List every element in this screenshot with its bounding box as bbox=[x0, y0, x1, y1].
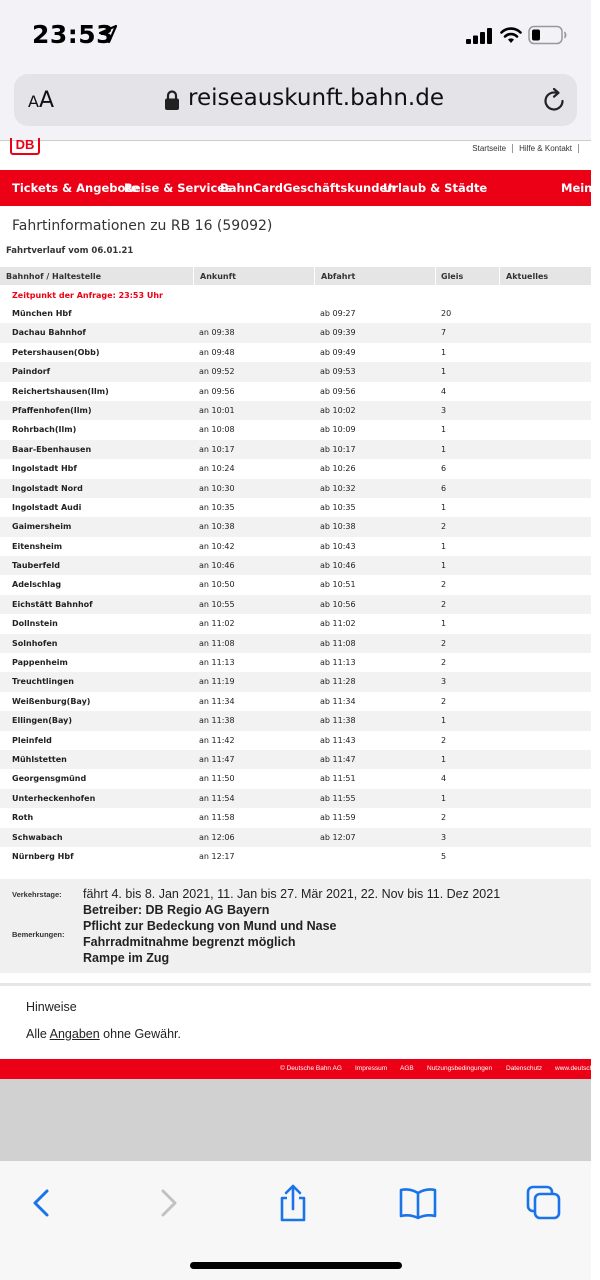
remark-operator: Betreiber: DB Regio AG Bayern bbox=[83, 903, 270, 917]
status-time: 23:53 bbox=[32, 20, 115, 49]
hinweise-text-before: Alle bbox=[26, 1027, 50, 1041]
departure-time: ab 11:43 bbox=[320, 735, 356, 745]
arrival-time: an 09:56 bbox=[199, 386, 235, 396]
table-row bbox=[0, 401, 591, 420]
station-name[interactable]: Weißenburg(Bay) bbox=[12, 696, 91, 706]
station-name[interactable]: Schwabach bbox=[12, 832, 63, 842]
station-name[interactable]: München Hbf bbox=[12, 309, 72, 318]
table-row bbox=[0, 731, 591, 750]
table-row bbox=[0, 420, 591, 439]
track-number: 4 bbox=[441, 386, 447, 396]
column-header-station: Bahnhof / Haltestelle bbox=[6, 272, 102, 281]
arrival-time: an 12:06 bbox=[199, 832, 235, 842]
location-arrow-icon bbox=[98, 24, 118, 44]
departure-time: ab 11:34 bbox=[320, 696, 356, 706]
departure-time: ab 11:59 bbox=[320, 813, 356, 823]
departure-time: ab 11:02 bbox=[320, 619, 356, 629]
table-row bbox=[0, 847, 591, 866]
arrival-time: an 11:42 bbox=[199, 735, 235, 745]
cellular-signal-icon bbox=[466, 28, 494, 44]
url-field[interactable] bbox=[14, 74, 577, 126]
arrival-time: an 10:35 bbox=[199, 502, 235, 512]
departure-time: ab 11:28 bbox=[320, 677, 356, 687]
station-name[interactable]: Mühlstetten bbox=[12, 754, 67, 764]
column-header-arrival: Ankunft bbox=[200, 272, 236, 281]
table-row bbox=[0, 769, 591, 788]
arrival-time: an 12:17 bbox=[199, 851, 235, 861]
departure-time: ab 10:46 bbox=[320, 561, 356, 571]
table-row bbox=[0, 382, 591, 401]
station-name[interactable]: Roth bbox=[12, 813, 34, 823]
column-divider bbox=[435, 267, 436, 285]
station-name[interactable]: Unterheckenhofen bbox=[12, 793, 96, 803]
table-row bbox=[0, 362, 591, 381]
departure-time: ab 10:35 bbox=[320, 502, 356, 512]
arrival-time: an 11:47 bbox=[199, 754, 235, 764]
arrival-time: an 11:34 bbox=[199, 696, 235, 706]
arrival-time: an 09:38 bbox=[199, 328, 235, 338]
arrival-time: an 10:24 bbox=[199, 464, 235, 474]
table-row bbox=[0, 575, 591, 594]
footer-copyright: © Deutsche Bahn AG bbox=[280, 1065, 342, 1072]
station-name[interactable]: Dachau Bahnhof bbox=[12, 328, 86, 338]
table-header bbox=[0, 267, 591, 285]
station-name[interactable]: Dollnstein bbox=[12, 619, 58, 629]
table-row bbox=[0, 808, 591, 827]
table-row bbox=[0, 323, 591, 342]
track-number: 2 bbox=[441, 638, 447, 648]
hinweise-divider bbox=[0, 983, 591, 986]
arrival-time: an 10:17 bbox=[199, 444, 235, 454]
table-row bbox=[0, 343, 591, 362]
departure-time: ab 10:32 bbox=[320, 483, 356, 493]
table-row bbox=[0, 653, 591, 672]
table-row bbox=[0, 692, 591, 711]
departure-time: ab 10:43 bbox=[320, 541, 356, 551]
arrival-time: an 11:02 bbox=[199, 619, 235, 629]
departure-time: ab 10:17 bbox=[320, 444, 356, 454]
departure-time: ab 11:08 bbox=[320, 638, 356, 648]
table-row bbox=[0, 750, 591, 769]
track-number: 3 bbox=[441, 832, 447, 842]
track-number: 1 bbox=[441, 793, 447, 803]
arrival-time: an 11:54 bbox=[199, 793, 235, 803]
track-number: 6 bbox=[441, 483, 447, 493]
station-name[interactable]: Ellingen(Bay) bbox=[12, 716, 73, 726]
battery-icon bbox=[528, 25, 568, 45]
track-number: 2 bbox=[441, 580, 447, 590]
main-navigation bbox=[0, 170, 600, 206]
station-name[interactable]: Rohrbach(Ilm) bbox=[12, 425, 77, 435]
arrival-time: an 11:58 bbox=[199, 813, 235, 823]
link-separator bbox=[578, 144, 579, 153]
departure-time: ab 11:47 bbox=[320, 754, 356, 764]
bookmarks-icon[interactable] bbox=[398, 1183, 438, 1223]
footer-datenschutz[interactable]: Datenschutz bbox=[506, 1065, 543, 1072]
track-number: 5 bbox=[441, 851, 447, 861]
page-title: Fahrtinformationen zu RB 16 (59092) bbox=[12, 218, 273, 234]
link-startseite[interactable]: Startseite bbox=[472, 144, 507, 153]
info-box bbox=[0, 879, 591, 973]
column-header-departure: Abfahrt bbox=[321, 272, 356, 281]
table-row bbox=[0, 459, 591, 478]
arrival-time: an 09:48 bbox=[199, 347, 235, 357]
departure-time: ab 09:39 bbox=[320, 328, 356, 338]
table-row bbox=[0, 634, 591, 653]
departure-time: ab 11:51 bbox=[320, 774, 356, 784]
table-row bbox=[0, 556, 591, 575]
track-number: 4 bbox=[441, 774, 447, 784]
top-links bbox=[472, 144, 585, 153]
table-row bbox=[0, 440, 591, 459]
track-number: 1 bbox=[441, 754, 447, 764]
nav-bahncard[interactable]: BahnCard bbox=[220, 181, 284, 195]
table-row bbox=[0, 498, 591, 517]
track-number: 2 bbox=[441, 658, 447, 668]
track-number: 1 bbox=[441, 541, 447, 551]
bemerkungen-label: Bemerkungen: bbox=[12, 930, 65, 939]
table-row bbox=[0, 479, 591, 498]
table-row bbox=[0, 828, 591, 847]
angaben-link[interactable]: Angaben bbox=[49, 1027, 100, 1041]
departure-time: ab 09:53 bbox=[320, 367, 356, 377]
browser-address-bar bbox=[0, 68, 591, 140]
stops-table bbox=[0, 304, 591, 866]
status-bar bbox=[0, 0, 591, 68]
track-number: 6 bbox=[441, 464, 447, 474]
track-number: 2 bbox=[441, 522, 447, 532]
footer-website[interactable]: www.deutsch bbox=[555, 1065, 594, 1072]
remark-mask: Pflicht zur Bedeckung von Mund und Nase bbox=[83, 919, 337, 933]
table-row bbox=[0, 672, 591, 691]
table-row bbox=[0, 614, 591, 633]
forward-icon[interactable] bbox=[148, 1183, 188, 1223]
track-number: 3 bbox=[441, 677, 447, 687]
departure-time: ab 10:02 bbox=[320, 405, 356, 415]
arrival-time: an 11:08 bbox=[199, 638, 235, 648]
station-name[interactable]: Georgensgmünd bbox=[12, 774, 87, 784]
table-row bbox=[0, 517, 591, 536]
station-name[interactable]: Solnhofen bbox=[12, 638, 58, 648]
lock-icon bbox=[164, 89, 180, 111]
table-row bbox=[0, 789, 591, 808]
station-name[interactable]: Paindorf bbox=[12, 367, 51, 377]
track-number: 20 bbox=[441, 309, 452, 318]
footer-impressum[interactable]: Impressum bbox=[355, 1065, 388, 1072]
departure-time: ab 10:09 bbox=[320, 425, 356, 435]
arrival-time: an 11:38 bbox=[199, 716, 235, 726]
station-name[interactable]: Nürnberg Hbf bbox=[12, 851, 74, 861]
hinweise-text-after: ohne Gewähr. bbox=[99, 1027, 182, 1041]
track-number: 1 bbox=[441, 444, 447, 454]
nav-meine[interactable]: Meine bbox=[561, 181, 600, 195]
wifi-icon bbox=[500, 26, 522, 44]
reader-text-size-button[interactable]: AA bbox=[28, 88, 55, 113]
departure-time: ab 11:55 bbox=[320, 793, 356, 803]
departure-time: ab 09:56 bbox=[320, 386, 356, 396]
verkehrstage-label: Verkehrstage: bbox=[12, 890, 62, 899]
arrival-time: an 10:38 bbox=[199, 522, 235, 532]
station-name[interactable]: Baar-Ebenhausen bbox=[12, 444, 92, 454]
table-row bbox=[0, 304, 591, 323]
tabs-icon[interactable] bbox=[524, 1183, 564, 1223]
track-number: 7 bbox=[441, 328, 447, 338]
column-header-track: Gleis bbox=[441, 272, 464, 281]
page-overscroll-area bbox=[0, 1079, 591, 1160]
departure-time: ab 10:38 bbox=[320, 522, 356, 532]
table-row bbox=[0, 595, 591, 614]
departure-time: ab 09:27 bbox=[320, 309, 356, 318]
departure-time: ab 12:07 bbox=[320, 832, 356, 842]
request-time-notice: Zeitpunkt der Anfrage: 23:53 Uhr bbox=[12, 291, 163, 300]
station-name[interactable]: Reichertshausen(Ilm) bbox=[12, 386, 109, 396]
station-name[interactable]: Ingolstadt Audi bbox=[12, 502, 82, 512]
link-hilfe-kontakt[interactable]: Hilfe & Kontakt bbox=[519, 144, 572, 153]
track-number: 1 bbox=[441, 367, 447, 377]
table-row bbox=[0, 711, 591, 730]
track-number: 2 bbox=[441, 735, 447, 745]
back-icon[interactable] bbox=[22, 1183, 62, 1223]
track-number: 1 bbox=[441, 347, 447, 357]
footer-agb[interactable]: AGB bbox=[400, 1065, 414, 1072]
reload-icon[interactable] bbox=[541, 88, 567, 114]
track-number: 1 bbox=[441, 619, 447, 629]
arrival-time: an 10:08 bbox=[199, 425, 235, 435]
station-name[interactable]: Petershausen(Obb) bbox=[12, 347, 100, 357]
column-divider bbox=[314, 267, 315, 285]
column-divider bbox=[499, 267, 500, 285]
departure-time: ab 10:51 bbox=[320, 580, 356, 590]
verkehrstage-value: fährt 4. bis 8. Jan 2021, 11. Jan bis 27. Mär 2021, 22. Nov bis 11. Dez 2021 bbox=[83, 887, 501, 901]
station-name[interactable]: Eitensheim bbox=[12, 541, 63, 551]
arrival-time: an 10:50 bbox=[199, 580, 235, 590]
share-icon[interactable] bbox=[273, 1183, 313, 1223]
footer bbox=[0, 1059, 594, 1079]
arrival-time: an 11:13 bbox=[199, 658, 235, 668]
nav-geschaeftskunden[interactable]: Geschäftskunden bbox=[283, 181, 396, 195]
station-name[interactable]: Treuchtlingen bbox=[12, 677, 74, 687]
db-logo[interactable]: DB bbox=[10, 138, 40, 155]
station-name[interactable]: Eichstätt Bahnhof bbox=[12, 599, 93, 609]
departure-time: ab 11:38 bbox=[320, 716, 356, 726]
departure-time: ab 09:49 bbox=[320, 347, 356, 357]
column-header-current: Aktuelles bbox=[506, 272, 549, 281]
url-text[interactable]: reiseauskunft.bahn.de bbox=[188, 85, 444, 111]
arrival-time: an 10:46 bbox=[199, 561, 235, 571]
nav-urlaub-staedte[interactable]: Urlaub & Städte bbox=[383, 181, 488, 195]
station-name[interactable]: Pleinfeld bbox=[12, 735, 52, 745]
station-name[interactable]: Tauberfeld bbox=[12, 561, 60, 571]
departure-time: ab 11:13 bbox=[320, 658, 356, 668]
departure-time: ab 10:26 bbox=[320, 464, 356, 474]
station-name[interactable]: Gaimersheim bbox=[12, 522, 72, 532]
top-divider bbox=[0, 140, 591, 141]
arrival-time: an 09:52 bbox=[199, 367, 235, 377]
arrival-time: an 11:50 bbox=[199, 774, 235, 784]
arrival-time: an 10:42 bbox=[199, 541, 235, 551]
link-separator bbox=[512, 144, 513, 153]
nav-reise-services[interactable]: Reise & Services bbox=[124, 181, 232, 195]
station-name[interactable]: Ingolstadt Hbf bbox=[12, 464, 77, 474]
hinweise-title: Hinweise bbox=[26, 1000, 77, 1014]
track-number: 1 bbox=[441, 425, 447, 435]
station-name[interactable]: Ingolstadt Nord bbox=[12, 483, 83, 493]
arrival-time: an 11:19 bbox=[199, 677, 235, 687]
hinweise-text bbox=[26, 1027, 181, 1041]
track-number: 1 bbox=[441, 561, 447, 571]
footer-nutzungsbedingungen[interactable]: Nutzungsbedingungen bbox=[427, 1065, 493, 1072]
arrival-time: an 10:30 bbox=[199, 483, 235, 493]
remark-ramp: Rampe im Zug bbox=[83, 951, 170, 965]
table-row bbox=[0, 537, 591, 556]
nav-tickets-angebote[interactable]: Tickets & Angebote bbox=[12, 181, 139, 195]
station-name[interactable]: Pappenheim bbox=[12, 658, 68, 668]
remark-bicycle: Fahrradmitnahme begrenzt möglich bbox=[83, 935, 296, 949]
track-number: 1 bbox=[441, 716, 447, 726]
home-indicator bbox=[190, 1262, 402, 1269]
track-number: 1 bbox=[441, 502, 447, 512]
page-subtitle: Fahrtverlauf vom 06.01.21 bbox=[6, 246, 134, 256]
web-page bbox=[0, 137, 600, 1160]
column-divider bbox=[193, 267, 194, 285]
track-number: 2 bbox=[441, 813, 447, 823]
track-number: 2 bbox=[441, 599, 447, 609]
track-number: 3 bbox=[441, 405, 447, 415]
track-number: 2 bbox=[441, 696, 447, 706]
arrival-time: an 10:01 bbox=[199, 405, 235, 415]
departure-time: ab 10:56 bbox=[320, 599, 356, 609]
station-name[interactable]: Adelschlag bbox=[12, 580, 62, 590]
arrival-time: an 10:55 bbox=[199, 599, 235, 609]
station-name[interactable]: Pfaffenhofen(Ilm) bbox=[12, 405, 92, 415]
